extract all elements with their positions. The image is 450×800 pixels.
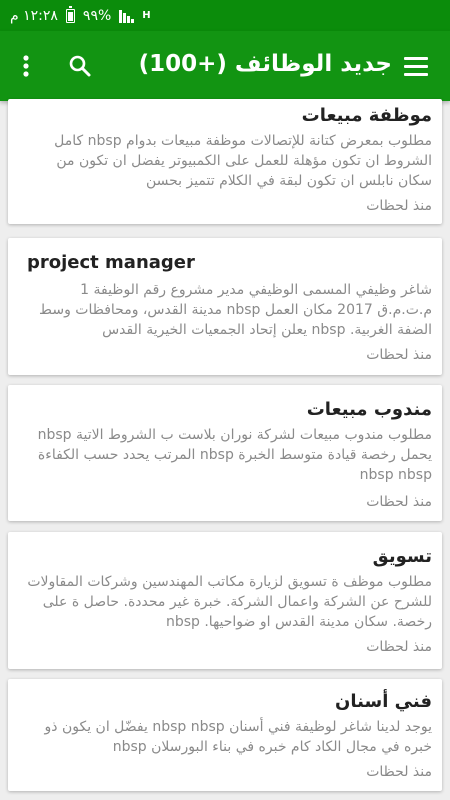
job-description: مطلوب بمعرض كتانة للإتصالات موظفة مبيعات بدوام nbsp كامل الشروط ان تكون مؤهلة للعمل على الكمبيوتر يفضل ان تكون من سكان نابلس ان تكون لبقة في الكلام تتميز بحسن bbox=[54, 133, 432, 189]
job-title: موظفة مبيعات bbox=[301, 105, 432, 126]
job-title: تسويق bbox=[372, 546, 432, 567]
search-icon bbox=[68, 54, 92, 78]
network-type-icon: H bbox=[142, 10, 151, 21]
battery-icon bbox=[66, 9, 75, 23]
job-time: منذ لحظات bbox=[366, 347, 432, 363]
overflow-menu-icon bbox=[22, 55, 30, 77]
job-description: يوجد لدينا شاغر لوظيفة فني أسنان nbsp nbsp يفضّل ان يكون ذو خبره في مجال الكاد كام خبره في بناء البورسلان nbsp bbox=[44, 719, 432, 755]
clock: ١٢:٢٨ م bbox=[10, 7, 58, 24]
app-bar bbox=[0, 31, 450, 101]
job-time: منذ لحظات bbox=[366, 764, 432, 780]
job-description: مطلوب موظف ة تسويق لزيارة مكاتب المهندسين وشركات المقاولات للشرح عن الشركة واعمال الشركة. خبرة غير محددة. حاصل ة على رخصة. سكان مدينة القدس او ضواحيها. nbsp bbox=[27, 574, 432, 630]
job-card[interactable] bbox=[8, 99, 442, 224]
job-description: مطلوب مندوب مبيعات لشركة نوران بلاست ب الشروط الاتية nbsp يحمل رخصة قيادة متوسط الخبرة nbsp المرتب يحدد حسب الكفاءة nbsp nbsp bbox=[37, 427, 432, 483]
job-card[interactable] bbox=[8, 679, 442, 791]
overflow-menu-button[interactable] bbox=[6, 48, 46, 84]
menu-icon bbox=[404, 57, 428, 60]
job-title: فني أسنان bbox=[335, 691, 432, 712]
job-time: منذ لحظات bbox=[366, 198, 432, 214]
job-time: منذ لحظات bbox=[366, 639, 432, 655]
job-title: مندوب مبيعات bbox=[306, 399, 432, 420]
job-description: شاغر وظيفي المسمى الوظيفي مدير مشروع رقم الوظيفة 1 م.ت.م.ق 2017 مكان العمل nbsp مدينة القدس، ومحافظات وسط الضفة الغربية. nbsp يعلن إتحاد الجمعيات الخيرية القدس bbox=[39, 282, 432, 338]
job-time: منذ لحظات bbox=[366, 494, 432, 510]
job-card[interactable] bbox=[8, 385, 442, 521]
search-button[interactable] bbox=[62, 48, 98, 84]
status-bar bbox=[0, 0, 450, 31]
page-title: جديد الوظائف (+100) bbox=[138, 51, 392, 77]
job-card[interactable] bbox=[8, 532, 442, 669]
job-card[interactable] bbox=[8, 238, 442, 375]
signal-icon bbox=[119, 9, 134, 23]
job-title: project manager bbox=[27, 252, 195, 273]
battery-percent: %٩٩ bbox=[82, 7, 112, 24]
menu-button[interactable] bbox=[404, 48, 436, 84]
